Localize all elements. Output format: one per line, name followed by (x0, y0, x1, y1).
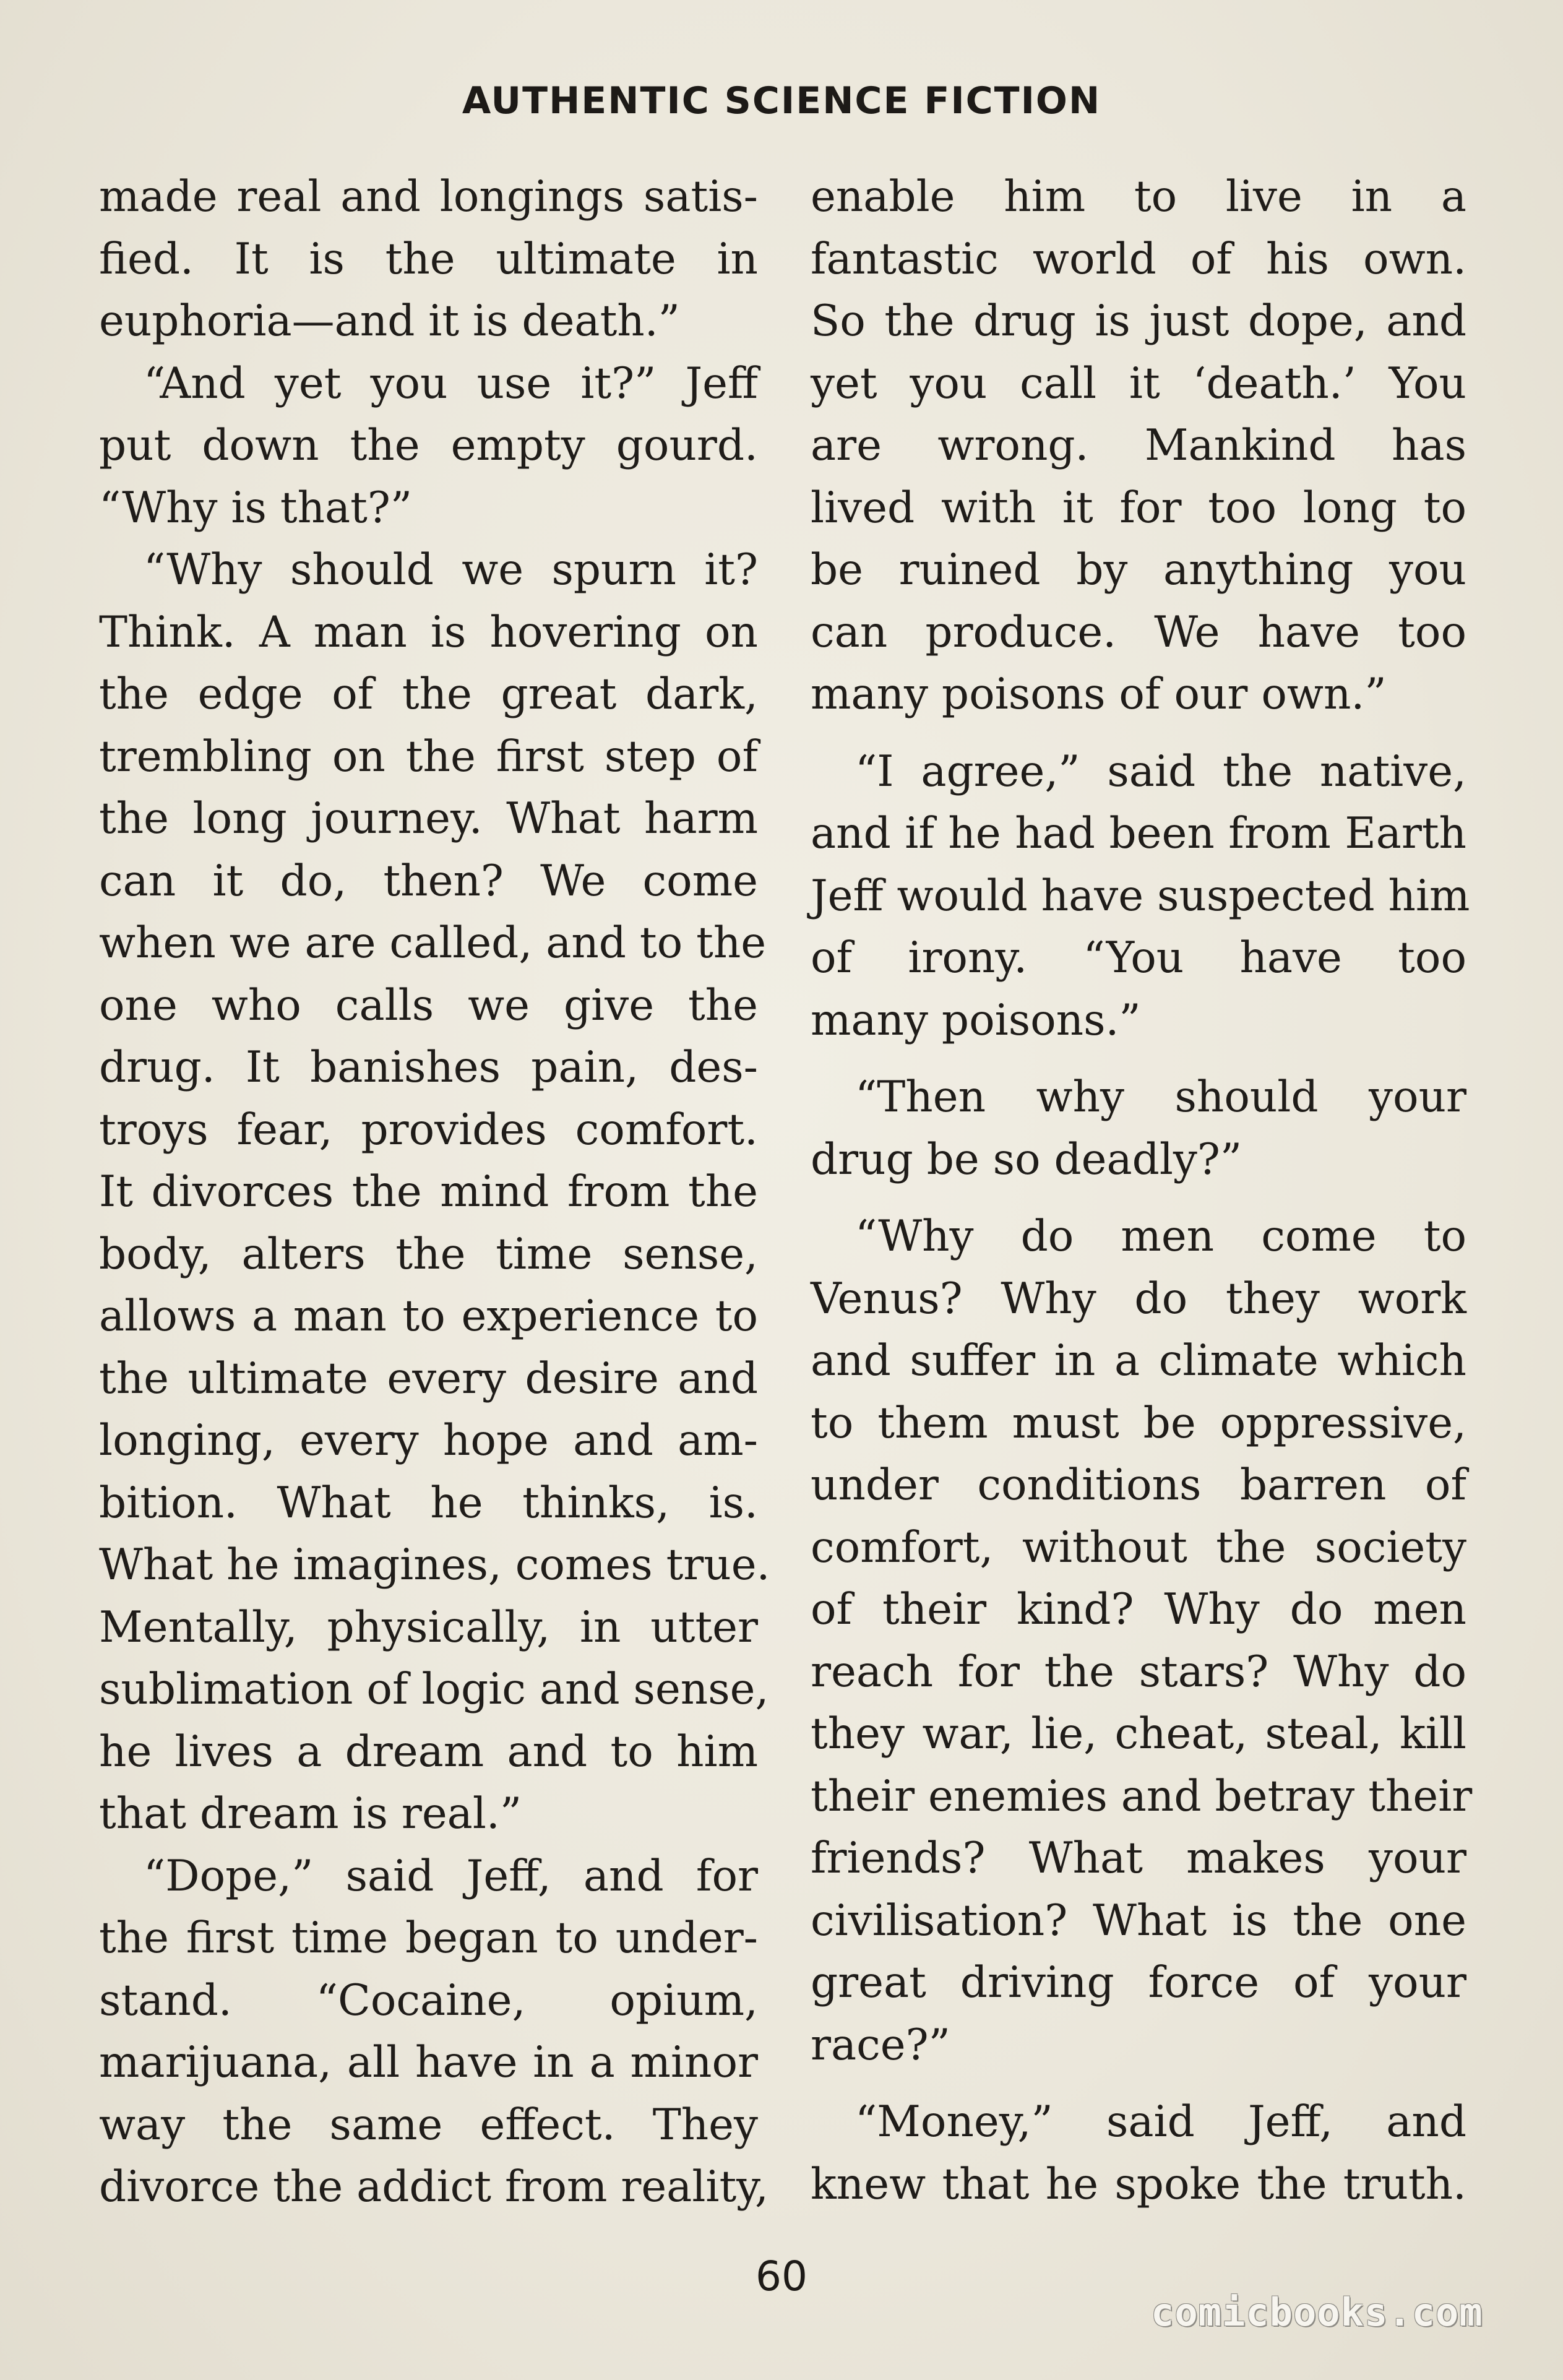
text-line: “Dope,” said Jeff, and for (144, 1851, 758, 1901)
text-line: when we are called, and to the (99, 918, 767, 968)
text-line: “Why do men come to (855, 1212, 1466, 1261)
text-line: lived with it for too long to (811, 483, 1466, 533)
text-line: the ultimate every desire and (99, 1353, 758, 1403)
text-line: race?” (811, 2020, 950, 2070)
text-line: the edge of the great dark, (99, 670, 758, 719)
text-line: made real and longings satis- (99, 172, 758, 222)
text-line: under conditions barren of (811, 1460, 1466, 1510)
text-line: longing, every hope and am- (99, 1416, 758, 1465)
text-line: they war, lie, cheat, steal, kill (811, 1709, 1466, 1759)
paragraph-gap (811, 1191, 1466, 1205)
text-line: yet you call it ‘death.’ You (811, 358, 1466, 408)
text-line: trembling on the first step of (99, 731, 758, 782)
text-line: one who calls we give the (99, 980, 758, 1030)
text-line: that dream is real.” (99, 1789, 522, 1839)
text-line: knew that he spoke the truth. (811, 2159, 1466, 2209)
text-line: fantastic world of his own. (811, 234, 1466, 284)
text-line: divorce the addict from reality, (99, 2162, 769, 2212)
text-line: So the drug is just dope, and (811, 296, 1466, 346)
text-line: marijuana, all have in a minor (99, 2038, 758, 2087)
text-line: of irony. “You have too (811, 933, 1466, 983)
text-line: many poisons.” (811, 995, 1141, 1045)
text-line: Think. A man is hovering on (99, 607, 758, 657)
text-line: euphoria—and it is death.” (99, 296, 680, 346)
text-line: civilisation? What is the one (811, 1895, 1466, 1946)
text-line: Venus? Why do they work (811, 1274, 1466, 1324)
text-line: comfort, without the society (811, 1522, 1466, 1572)
text-line: It divorces the mind from the (99, 1167, 758, 1217)
text-line: allows a man to experience to (99, 1291, 758, 1341)
paragraph-gap (811, 1051, 1466, 1066)
text-line: to them must be oppressive, (811, 1398, 1466, 1448)
text-line: stand. “Cocaine, opium, (99, 1975, 758, 2025)
text-line: put down the empty gourd. (99, 421, 758, 470)
text-line: are wrong. Mankind has (811, 421, 1466, 470)
text-line: their enemies and betray their (811, 1771, 1473, 1821)
text-line: and suffer in a climate which (811, 1336, 1466, 1386)
paragraph-gap (811, 2076, 1466, 2091)
watermark-logo: comicbooks.com (1151, 2290, 1483, 2335)
text-line: “I agree,” said the native, (855, 746, 1466, 796)
text-line: and if he had been from Earth (811, 809, 1466, 858)
text-line: “Money,” said Jeff, and (855, 2097, 1466, 2147)
text-line: be ruined by anything you (811, 545, 1466, 595)
text-line: body, alters the time sense, (99, 1229, 758, 1279)
text-line: “Why should we spurn it? (144, 545, 758, 595)
text-line: enable him to live in a (811, 172, 1466, 222)
text-line: friends? What makes your (811, 1834, 1466, 1883)
text-line: sublimation of logic and sense, (99, 1665, 769, 1714)
text-line: the first time began to under- (99, 1913, 758, 1963)
text-line: great driving force of your (811, 1958, 1466, 2007)
text-line: way the same effect. They (99, 2100, 758, 2150)
paragraph-gap (811, 726, 1466, 741)
text-line: reach for the stars? Why do (811, 1647, 1466, 1697)
running-head: AUTHENTIC SCIENCE FICTION (462, 79, 1101, 123)
text-line: “And yet you use it?” Jeff (144, 358, 758, 408)
right-text-column (811, 166, 1473, 2215)
text-line: of their kind? Why do men (811, 1585, 1466, 1634)
text-line: bition. What he thinks, is. (99, 1478, 758, 1528)
page-number: 60 (756, 2253, 807, 2300)
text-line: can it do, then? We come (99, 856, 758, 906)
text-line: fied. It is the ultimate in (99, 234, 758, 284)
text-line: many poisons of our own.” (811, 670, 1387, 719)
text-line: the long journey. What harm (99, 794, 758, 843)
text-line: Jeff would have suspected him (811, 871, 1470, 921)
text-line: drug. It banishes pain, des- (99, 1043, 758, 1092)
text-line: What he imagines, comes true. (99, 1540, 770, 1590)
left-text-column (99, 166, 770, 2218)
text-line: “Then why should your (855, 1072, 1466, 1122)
text-line: can produce. We have too (811, 607, 1466, 657)
text-line: troys fear, provides comfort. (99, 1105, 758, 1155)
text-line: Mentally, physically, in utter (99, 1602, 758, 1652)
text-line: he lives a dream and to him (99, 1727, 758, 1777)
text-line: “Why is that?” (99, 483, 413, 533)
text-line: drug be so deadly?” (811, 1134, 1242, 1184)
